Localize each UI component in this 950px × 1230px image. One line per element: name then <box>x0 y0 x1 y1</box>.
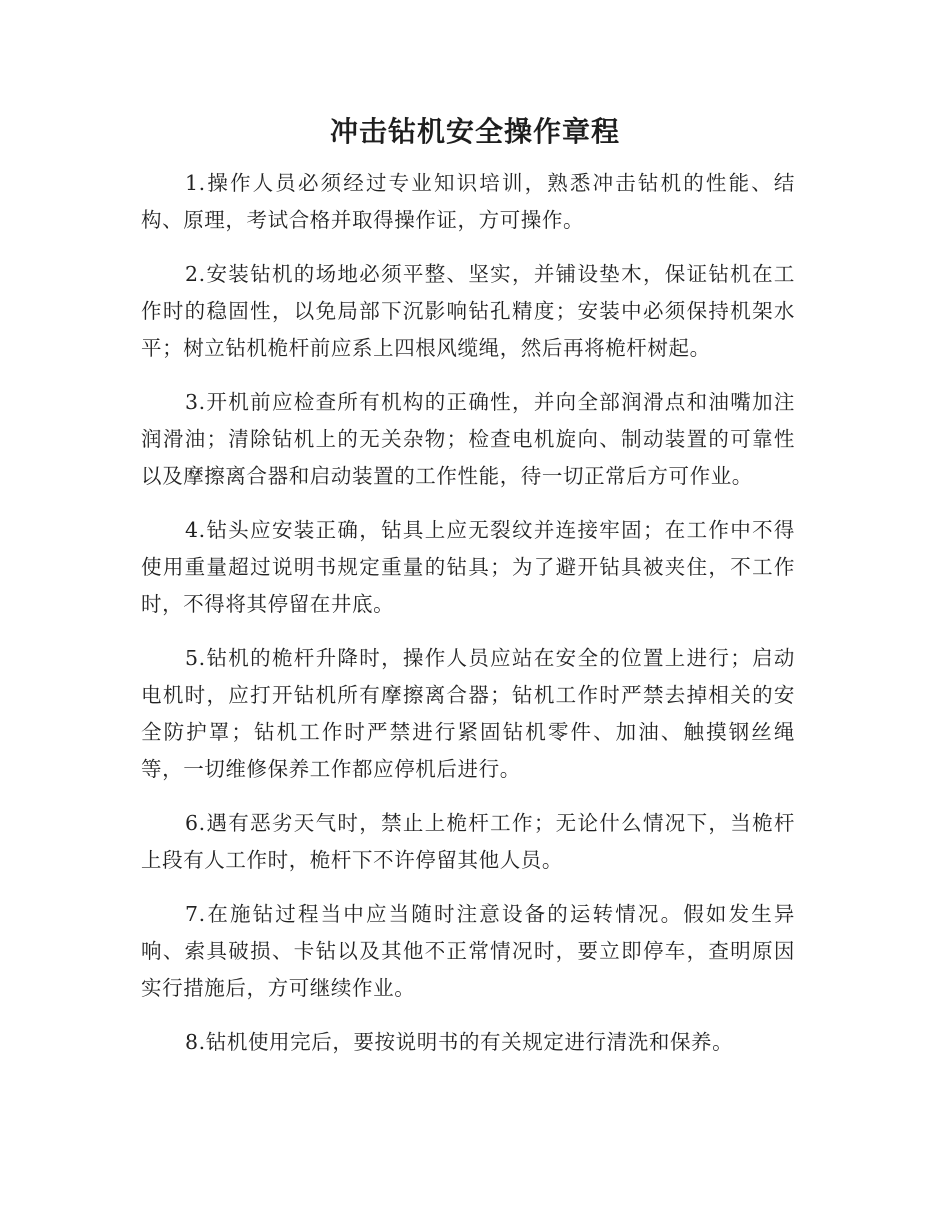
paragraph-6: 6.遇有恶劣天气时，禁止上桅杆工作；无论什么情况下，当桅杆上段有人工作时，桅杆下不许停留其他人员。 <box>141 811 795 872</box>
paragraph-5: 5.钻机的桅杆升降时，操作人员应站在安全的位置上进行；启动电机时，应打开钻机所有摩擦离合器；钻机工作时严禁去掉相关的安全防护罩；钻机工作时严禁进行紧固钻机零件、加油、触摸钢丝绳等，一切维修保养工作都应停机后进行。 <box>141 646 795 781</box>
paragraph-1: 1.操作人员必须经过专业知识培训，熟悉冲击钻机的性能、结构、原理，考试合格并取得操作证，方可操作。 <box>141 171 795 232</box>
document-body <box>141 165 795 1078</box>
paragraph-7: 7.在施钻过程当中应当随时注意设备的运转情况。假如发生异响、索具破损、卡钻以及其他不正常情况时，要立即停车，查明原因实行措施后，方可继续作业。 <box>141 902 795 1000</box>
paragraph-3: 3.开机前应检查所有机构的正确性，并向全部润滑点和油嘴加注润滑油；清除钻机上的无关杂物；检查电机旋向、制动装置的可靠性以及摩擦离合器和启动装置的工作性能，待一切正常后方可作业。 <box>141 390 795 488</box>
paragraph-8: 8.钻机使用完后，要按说明书的有关规定进行清洗和保养。 <box>185 1030 734 1054</box>
paragraph-4: 4.钻头应安装正确，钻具上应无裂纹并连接牢固；在工作中不得使用重量超过说明书规定重量的钻具；为了避开钻具被夹住，不工作时，不得将其停留在井底。 <box>141 518 795 616</box>
page-title: 冲击钻机安全操作章程 <box>329 115 620 148</box>
paragraph-2: 2.安装钻机的场地必须平整、坚实，并铺设垫木，保证钻机在工作时的稳固性，以免局部下沉影响钻孔精度；安装中必须保持机架水平；树立钻机桅杆前应系上四根风缆绳，然后再将桅杆树起。 <box>141 262 795 360</box>
